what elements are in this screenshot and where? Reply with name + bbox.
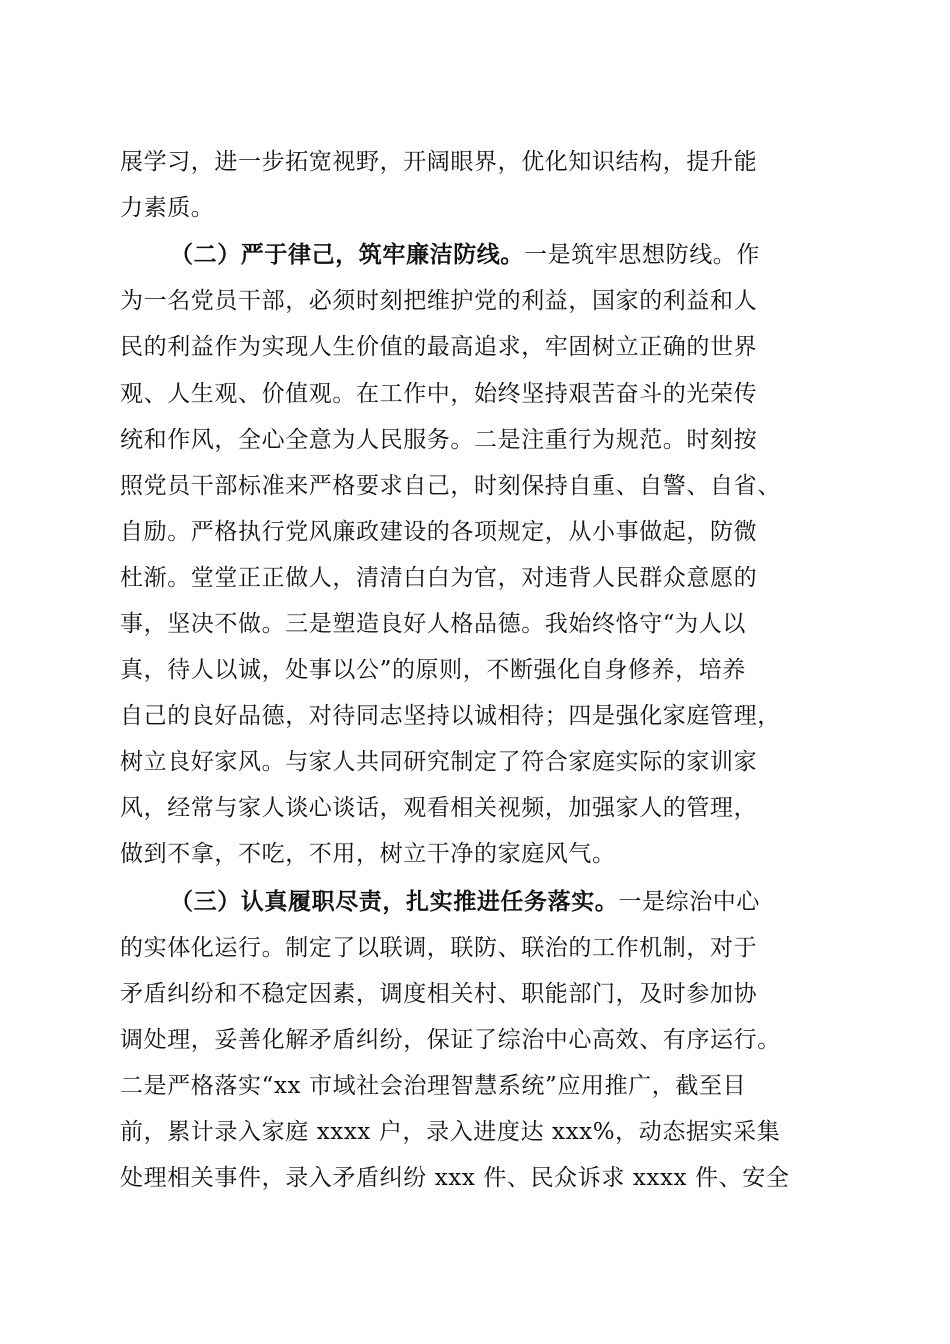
body-text-span: 一是综治中心 bbox=[618, 889, 761, 915]
paragraph-first-line bbox=[170, 882, 760, 922]
body-text-line: 展学习，进一步拓宽视野，开阔眼界，优化知识结构，提升能 bbox=[120, 149, 758, 175]
body-text-line: 风，经常与家人谈心谈话，观看相关视频，加强家人的管理， bbox=[120, 795, 758, 821]
body-text-line: 力素质。 bbox=[120, 195, 215, 221]
body-text-line: 真，待人以诚，处事以公”的原则，不断强化自身修养，培养 bbox=[120, 657, 746, 683]
body-text-line: 自己的良好品德，对待同志坚持以诚相待；四是强化家庭管理， bbox=[120, 703, 781, 729]
body-text-line: 民的利益作为实现人生价值的最高追求，牢固树立正确的世界 bbox=[120, 334, 758, 360]
body-text-line: 树立良好家风。与家人共同研究制定了符合家庭实际的家训家 bbox=[120, 749, 758, 775]
body-text-line: 事，坚决不做。三是塑造良好人格品德。我始终恪守“为人以 bbox=[120, 611, 746, 637]
body-text-line: 照党员干部标准来严格要求自己，时刻保持自重、自警、自省、 bbox=[120, 473, 781, 499]
body-text-line: 矛盾纠纷和不稳定因素，调度相关村、职能部门，及时参加协 bbox=[120, 981, 758, 1007]
body-text-line: 做到不拿，不吃，不用，树立干净的家庭风气。 bbox=[120, 841, 616, 867]
body-text-line: 前，累计录入家庭 xxxx 户，录入进度达 xxx%，动态据实采集 bbox=[120, 1119, 781, 1145]
paragraph-first-line bbox=[170, 235, 760, 275]
body-text-line: 杜渐。堂堂正正做人，清清白白为官，对违背人民群众意愿的 bbox=[120, 565, 758, 591]
body-text-line: 调处理，妥善化解矛盾纠纷，保证了综治中心高效、有序运行。 bbox=[120, 1027, 781, 1053]
section-heading: （三）认真履职尽责，扎实推进任务落实。 bbox=[170, 888, 619, 915]
section-heading: （二）严于律己，筑牢廉洁防线。 bbox=[170, 241, 524, 268]
body-text-line: 统和作风，全心全意为人民服务。二是注重行为规范。时刻按 bbox=[120, 427, 758, 453]
body-text-line: 的实体化运行。制定了以联调，联防、联治的工作机制，对于 bbox=[120, 935, 758, 961]
body-text-line: 处理相关事件，录入矛盾纠纷 xxx 件、民众诉求 xxxx 件、安全 bbox=[120, 1165, 790, 1191]
body-text-line: 二是严格落实“xx 市域社会治理智慧系统”应用推广，截至目 bbox=[120, 1073, 747, 1099]
body-text-span: 一是筑牢思想防线。作 bbox=[524, 242, 760, 268]
body-text-line: 为一名党员干部，必须时刻把维护党的利益，国家的利益和人 bbox=[120, 288, 758, 314]
body-text-line: 观、人生观、价值观。在工作中，始终坚持艰苦奋斗的光荣传 bbox=[120, 381, 758, 407]
body-text-line: 自励。严格执行党风廉政建设的各项规定，从小事做起，防微 bbox=[120, 519, 758, 545]
